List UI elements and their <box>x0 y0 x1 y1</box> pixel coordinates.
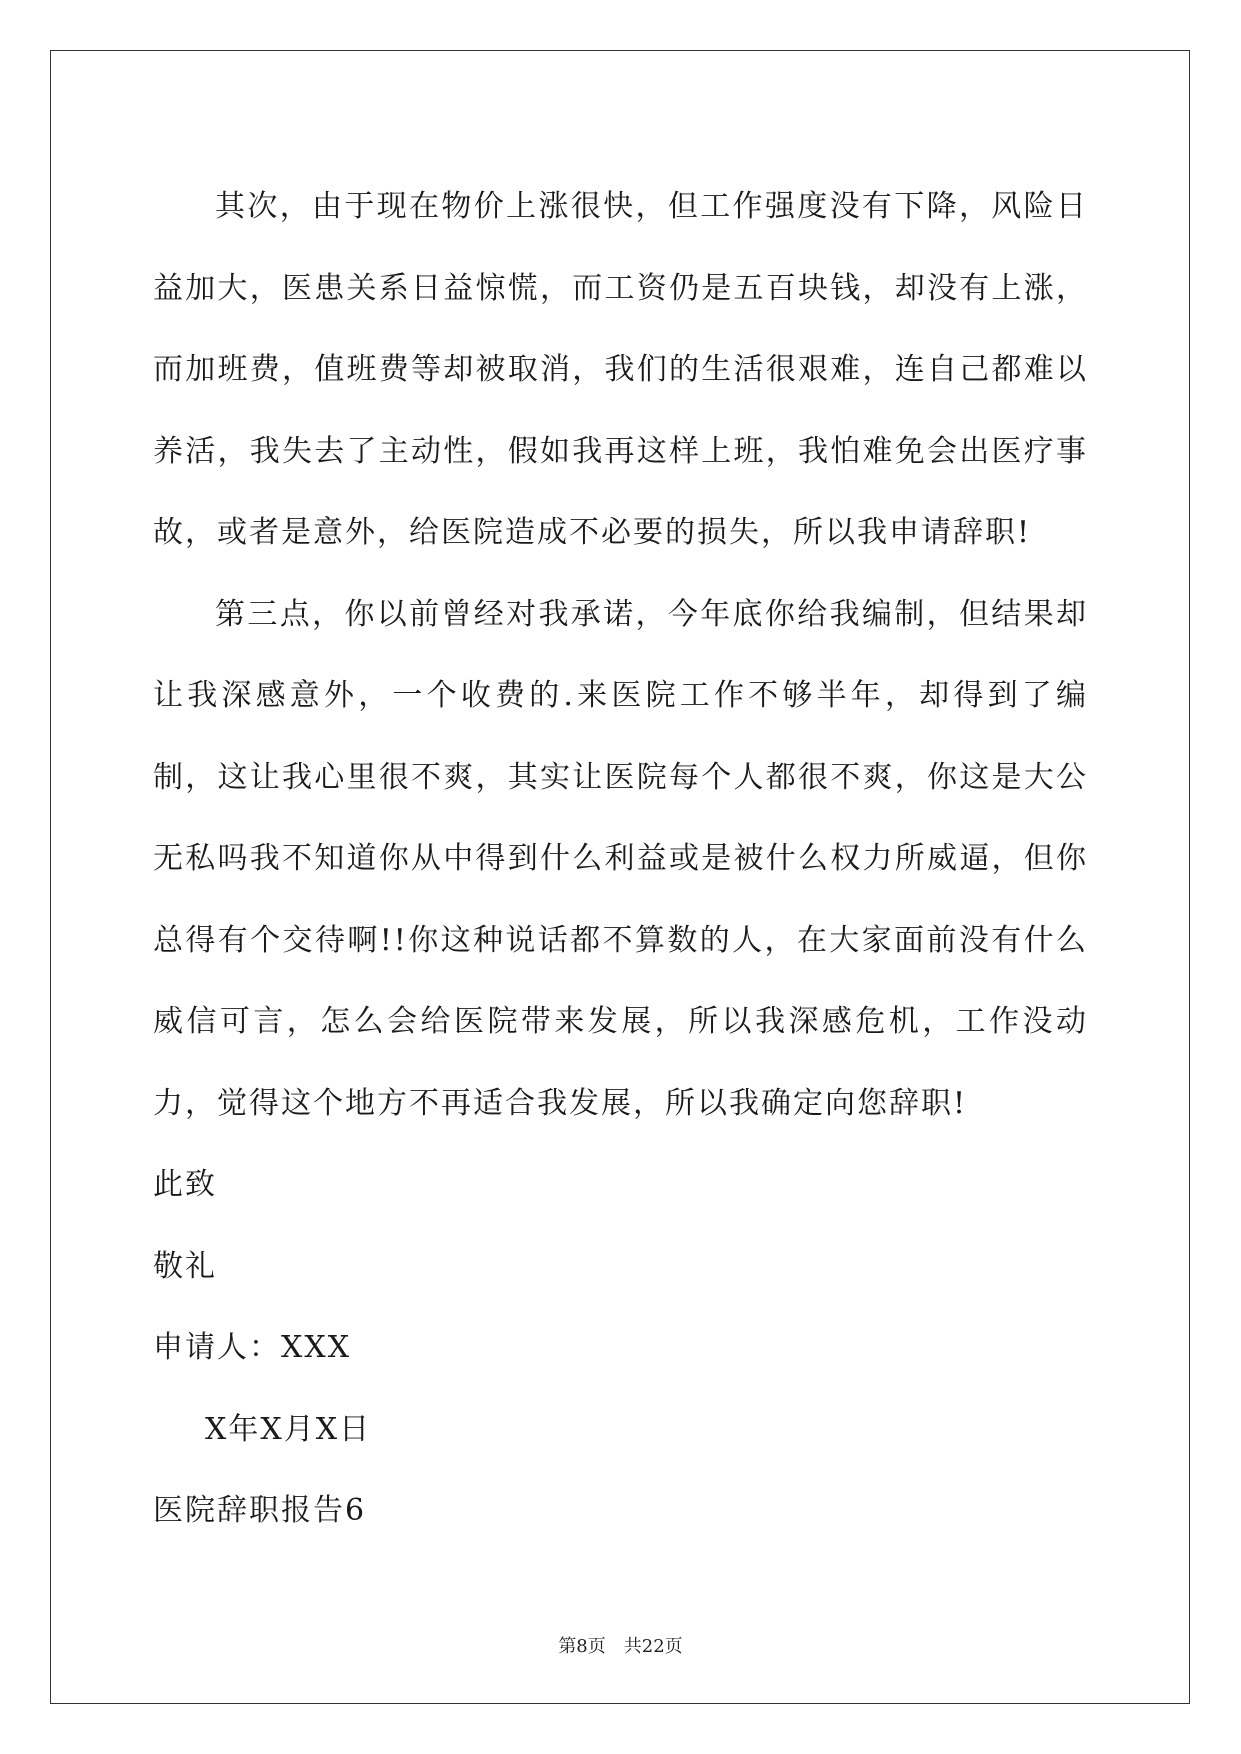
applicant-line: 申请人：XXX <box>153 1330 352 1365</box>
paragraph-2: 第三点，你以前曾经对我承诺，今年底你给我编制，但结果却让我深感意外，一个收费的.来医院工作不够半年，却得到了编制，这让我心里很不爽，其实让医院每个人都很不爽，你这是大公无私吗我不知道你从中得到什么利益或是被什么权力所威逼，但你总得有个交待啊!!你这种说话都不算数的人，在大家面前没有什么威信可言，怎么会给医院带来发展，所以我深感危机，工作没动力，觉得这个地方不再适合我发展，所以我确定向您辞职! <box>153 596 1088 1121</box>
closing-salutation: 此致 <box>153 1167 217 1202</box>
closing-regards: 敬礼 <box>153 1248 217 1284</box>
document-body <box>153 166 1088 1552</box>
date-line: X年X月X日 <box>205 1411 372 1447</box>
page-number: 第8页 共22页 <box>558 1636 683 1657</box>
paragraph-1: 其次，由于现在物价上涨很快，但工作强度没有下降，风险日益加大，医患关系日益惊慌，而工资仍是五百块钱，却没有上涨，而加班费，值班费等却被取消，我们的生活很艰难，连自己都难以养活，我失去了主动性，假如我再这样上班，我怕难免会出医疗事故，或者是意外，给医院造成不必要的损失，所以我申请辞职! <box>153 189 1088 550</box>
next-section-title: 医院辞职报告6 <box>153 1493 367 1528</box>
